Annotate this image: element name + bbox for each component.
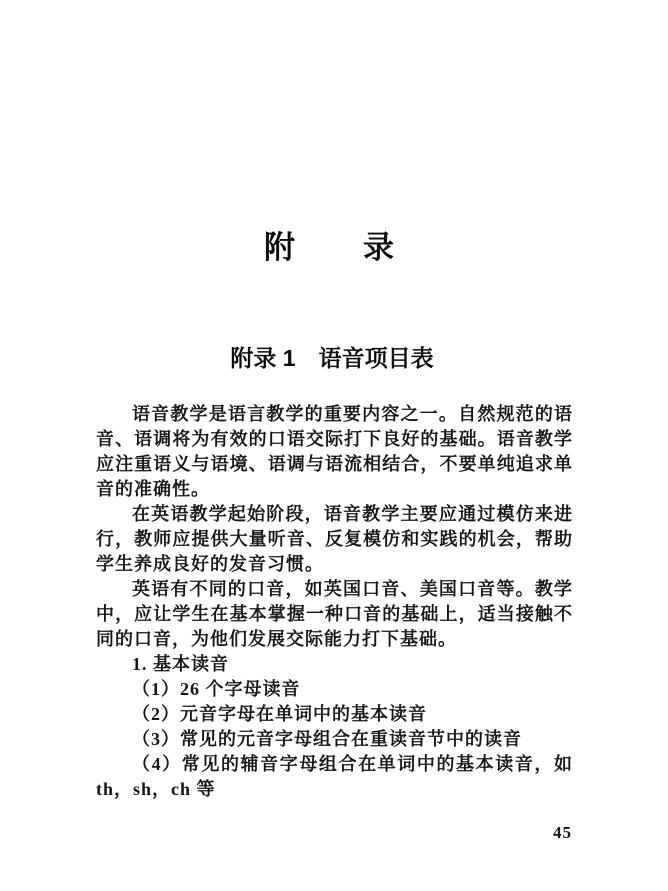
paragraph: 语音教学是语言教学的重要内容之一。自然规范的语音、语调将为有效的口语交际打下良好的基础。语音教学应注重语义与语境、语调与语流相结合，不要单纯追求单音的准确性。	[96, 404, 573, 499]
paragraph: 在英语教学起始阶段，语音教学主要应通过模仿来进行，教师应提供大量听音、反复模仿和实践的机会，帮助学生养成良好的发音习惯。	[96, 504, 573, 574]
list-heading: 1. 基本读音	[132, 654, 229, 674]
list-item: （3）常见的元音字母组合在重读音节中的读音	[132, 729, 522, 749]
page-title: 附 录	[264, 230, 396, 265]
page-number: 45	[553, 823, 572, 842]
section-heading: 附录 1 语音项目表	[230, 345, 434, 371]
body-text-block	[96, 402, 573, 802]
paragraph: 英语有不同的口音，如英国口音、美国口音等。教学中，应让学生在基本掌握一种口音的基础上，适当接触不同的口音，为他们发展交际能力打下基础。	[96, 579, 573, 649]
list-item: （2）元音字母在单词中的基本读音	[132, 704, 427, 724]
list-item: （1）26 个字母读音	[132, 679, 301, 699]
list-item: （4）常见的辅音字母组合在单词中的基本读音，如 th，sh，ch 等	[96, 754, 573, 799]
